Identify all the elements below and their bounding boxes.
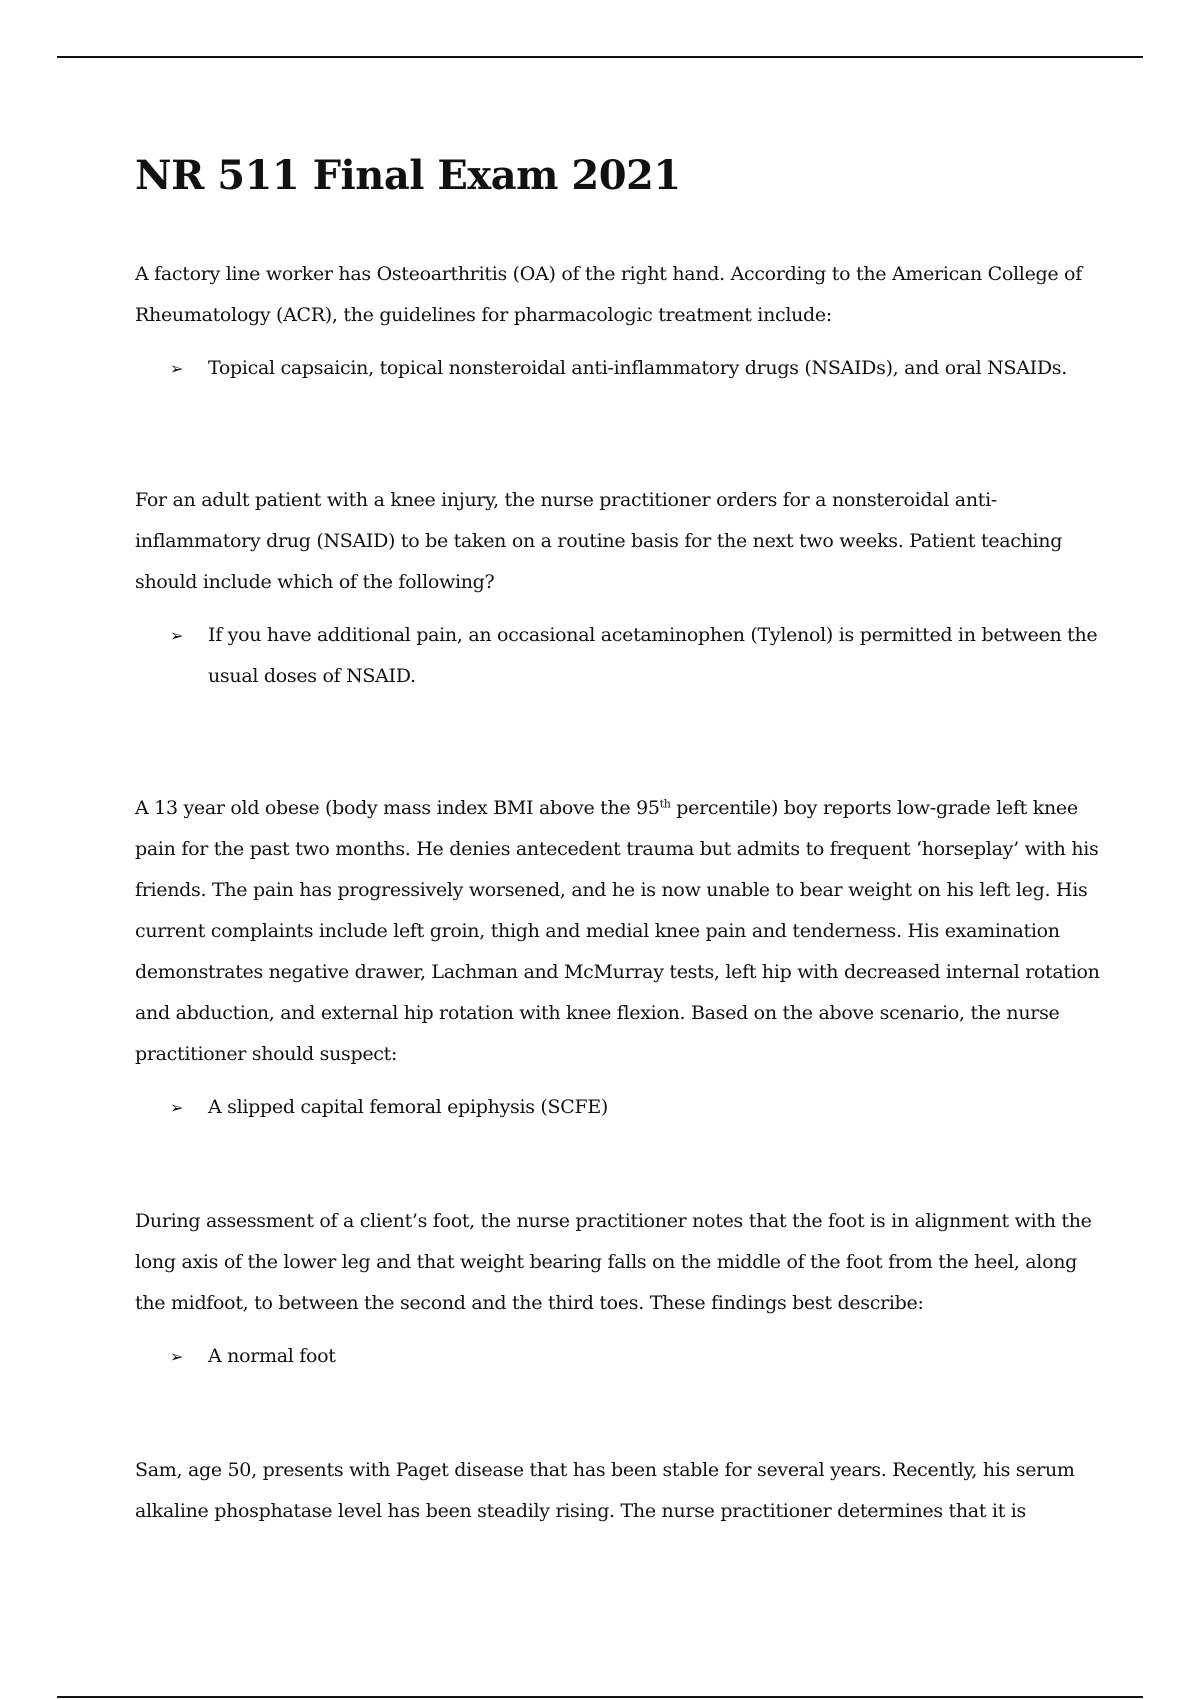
page-title: NR 511 Final Exam 2021 xyxy=(135,152,681,199)
answer-text: Topical capsaicin, topical nonsteroidal anti-inflammatory drugs (NSAIDs), and oral NSAIDs. xyxy=(208,357,1067,379)
arrow-bullet-icon: ➢ xyxy=(170,1098,184,1117)
question-text: For an adult patient with a knee injury, the nurse practitioner orders for a nonsteroidal anti-inflammatory drug (NSAID) to be taken on a routine basis for the next two weeks. Patient teaching should include which of the following? xyxy=(135,489,1063,593)
answer-text: A normal foot xyxy=(208,1345,336,1367)
answer-text: If you have additional pain, an occasional acetaminophen (Tylenol) is permitted in between the usual doses of NSAID. xyxy=(208,624,1098,687)
footer-rule xyxy=(57,1696,1143,1698)
answer-item xyxy=(170,1087,1105,1128)
question-block xyxy=(135,788,1105,1128)
question-text-part: A 13 year old obese (body mass index BMI above the 95 xyxy=(135,797,660,819)
question-text: Sam, age 50, presents with Paget disease that has been stable for several years. Recently, his serum alkaline phosphatase level has been steadily rising. The nurse practitioner determines that it is xyxy=(135,1459,1075,1522)
question-block xyxy=(135,480,1105,697)
arrow-bullet-icon: ➢ xyxy=(170,626,184,645)
arrow-bullet-icon: ➢ xyxy=(170,359,184,378)
question-block xyxy=(135,254,1105,389)
question-text-part: percentile) boy reports low-grade left knee pain for the past two months. He denies antecedent trauma but admits to frequent ‘horseplay’ with his friends. The pain has progressively worsened, and he is now unable to bear weight on his left leg. His current complaints include left groin, thigh and medial knee pain and tenderness. His examination demonstrates negative drawer, Lachman and McMurray tests, left hip with decreased internal rotation and abduction, and external hip rotation with knee flexion. Based on the above scenario, the nurse practitioner should suspect: xyxy=(135,797,1100,1065)
question-block xyxy=(135,1450,1105,1532)
document-body xyxy=(135,148,1105,1532)
header-rule xyxy=(57,56,1143,58)
ordinal-suffix: th xyxy=(659,797,671,811)
question-text: A factory line worker has Osteoarthritis (OA) of the right hand. According to the American College of Rheumatology (ACR), the guidelines for pharmacologic treatment include: xyxy=(135,263,1082,326)
question-block xyxy=(135,1201,1105,1377)
answer-item xyxy=(170,615,1105,697)
answer-text: A slipped capital femoral epiphysis (SCFE) xyxy=(208,1096,609,1118)
question-text xyxy=(135,788,1105,1075)
question-text: During assessment of a client’s foot, the nurse practitioner notes that the foot is in alignment with the long axis of the lower leg and that weight bearing falls on the middle of the foot from the heel, along the midfoot, to between the second and the third toes. These findings best describe: xyxy=(135,1210,1092,1314)
answer-item xyxy=(170,1336,1105,1377)
arrow-bullet-icon: ➢ xyxy=(170,1347,184,1366)
answer-item xyxy=(170,348,1105,389)
